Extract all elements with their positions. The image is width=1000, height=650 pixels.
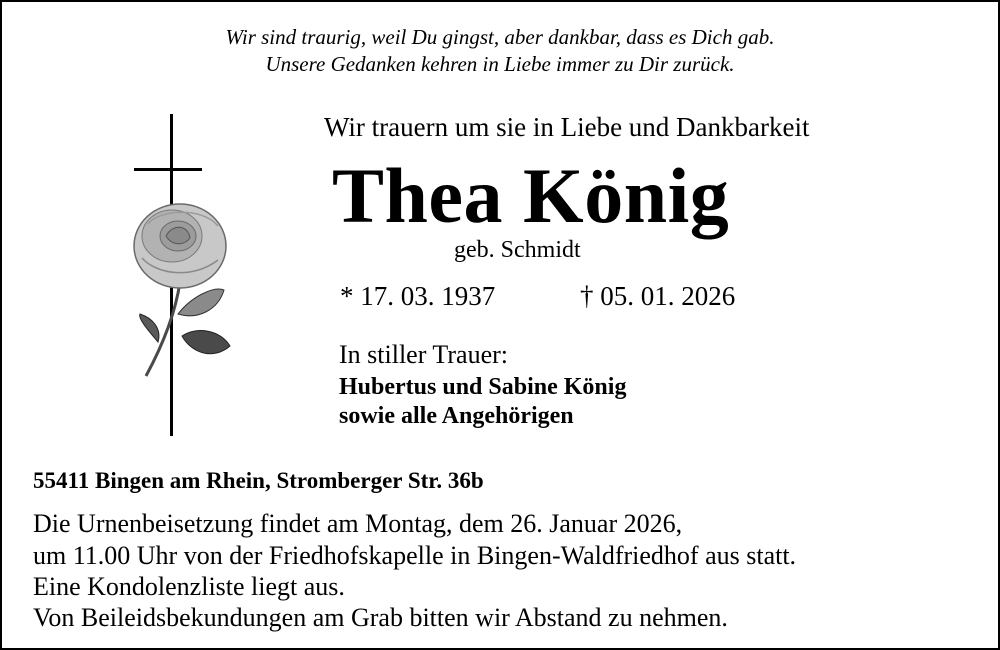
intro-line: Wir trauern um sie in Liebe und Dankbarkeit — [324, 112, 810, 142]
deceased-name: Thea König — [332, 152, 730, 239]
rose-icon — [134, 204, 230, 376]
poem-line-1: Wir sind traurig, weil Du gingst, aber dankbar, dass es Dich gab. — [225, 25, 775, 49]
mourners-heading: In stiller Trauer: — [339, 340, 508, 369]
notice-line-4: Von Beileidsbekundungen am Grab bitten wir Abstand zu nehmen. — [33, 603, 728, 632]
notice-line-2: um 11.00 Uhr von der Friedhofskapelle in Bingen-Waldfriedhof aus statt. — [33, 541, 797, 570]
birth-name: geb. Schmidt — [454, 237, 581, 263]
poem-line-2: Unsere Gedanken kehren in Liebe immer zu Dir zurück. — [265, 52, 735, 76]
mourners-line-1: Hubertus und Sabine König — [339, 374, 627, 400]
cross-and-rose-emblem — [122, 114, 242, 439]
birth-date: * 17. 03. 1937 — [340, 281, 496, 311]
address: 55411 Bingen am Rhein, Stromberger Str. 36b — [33, 468, 484, 493]
notice-line-3: Eine Kondolenzliste liegt aus. — [33, 572, 345, 601]
death-date: † 05. 01. 2026 — [580, 281, 736, 311]
notice-line-1: Die Urnenbeisetzung findet am Montag, dem 26. Januar 2026, — [33, 509, 683, 538]
mourners-line-2: sowie alle Angehörigen — [339, 403, 574, 429]
